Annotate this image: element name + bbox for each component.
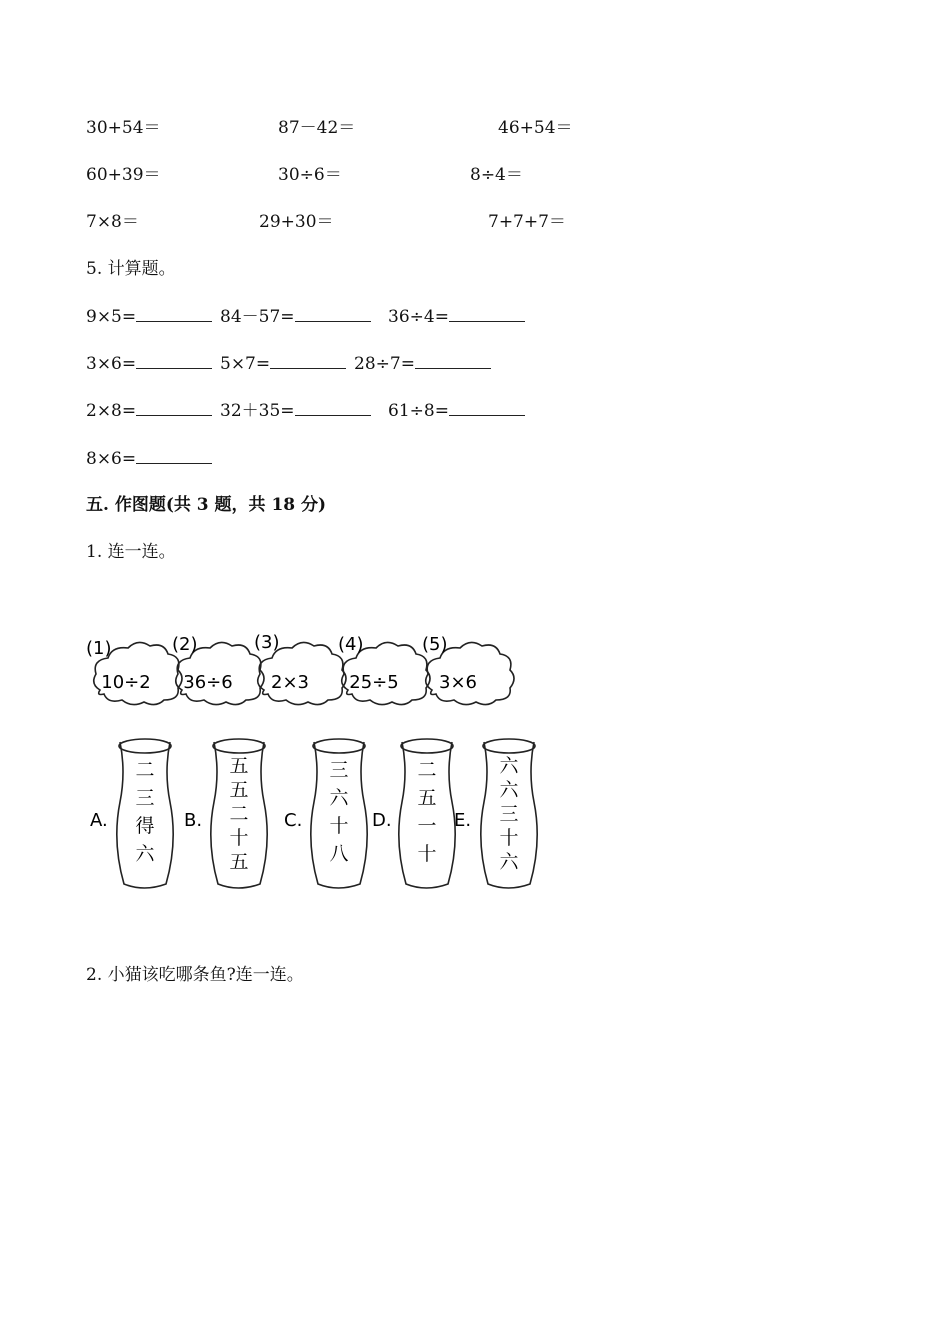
answer-blank[interactable] [136,447,212,464]
oral-item: 29+30＝ [259,212,334,232]
answer-blank[interactable] [449,305,525,322]
vase-char: 三 [135,787,155,809]
cloud-3 [254,632,346,705]
cloud-expression: 36÷6 [183,672,233,693]
cloud-number: (5) [422,634,448,655]
vase-rim [483,739,535,753]
vase-char: 六 [499,779,519,801]
cloud-4 [338,634,430,705]
vase-char: 十 [499,827,519,849]
cloud-2 [172,634,264,705]
answer-blank[interactable] [136,352,212,369]
vase-rim [119,739,171,753]
calc-item: 36÷4= [388,305,525,328]
oral-item: 60+39＝ [86,165,161,185]
cloud-expression: 10÷2 [101,672,151,693]
vase-rim [401,739,453,753]
oral-item: 7×8＝ [86,212,139,232]
calc-item: 5×7= [220,352,346,375]
vase-char: 三 [329,759,349,781]
question-2-title: 2. 小猫该吃哪条鱼?连一连。 [86,965,304,985]
cloud-number: (3) [254,632,280,653]
vase-C [284,739,367,888]
vase-char: 六 [329,787,349,809]
vase-char: 五 [229,851,249,873]
answer-blank[interactable] [136,399,212,416]
oral-item: 8÷4＝ [470,165,523,185]
vase-char: 十 [229,827,249,849]
cloud-expression: 2×3 [271,672,309,693]
vase-char: 二 [135,759,155,781]
vase-A [90,739,173,888]
vase-char: 得 [135,815,155,837]
calc-item: 8×6= [86,447,212,470]
question-1-title: 1. 连一连。 [86,542,176,562]
vase-letter: A. [90,810,108,831]
vase-B [184,739,267,888]
vase-E [454,739,537,888]
answer-blank[interactable] [136,305,212,322]
oral-item: 46+54＝ [498,118,573,138]
cloud-1 [86,638,182,705]
answer-blank[interactable] [415,352,491,369]
calc-item: 3×6= [86,352,212,375]
cloud-number: (2) [172,634,198,655]
vase-char: 六 [135,843,155,865]
vase-char: 二 [229,803,249,825]
cloud-number: (1) [86,638,112,659]
cloud-expression: 25÷5 [349,672,399,693]
vase-rim [313,739,365,753]
vase-letter: C. [284,810,303,831]
calc-item: 32＋35= [220,399,371,422]
vase-rim [213,739,265,753]
vase-char: 十 [417,843,437,865]
matching-figure [86,628,546,896]
vase-char: 五 [229,755,249,777]
answer-blank[interactable] [295,305,371,322]
section-title: 五. 作图题(共 3 题，共 18 分) [86,495,327,515]
vase-char: 六 [499,851,519,873]
vase-letter: E. [454,810,472,831]
answer-blank[interactable] [270,352,346,369]
answer-blank[interactable] [295,399,371,416]
vase-char: 八 [329,843,349,865]
oral-item: 87－42＝ [278,118,356,138]
calc-item: 28÷7= [354,352,491,375]
vase-char: 三 [499,803,519,825]
vase-char: 五 [229,779,249,801]
calc-item: 84－57= [220,305,371,328]
vase-char: 五 [417,787,437,809]
cloud-number: (4) [338,634,364,655]
vase-letter: B. [184,810,203,831]
oral-item: 7+7+7＝ [488,212,566,232]
calc-item: 61÷8= [388,399,525,422]
vase-char: 二 [417,759,437,781]
vase-D [372,739,455,888]
vase-char: 六 [499,755,519,777]
calc-item: 9×5= [86,305,212,328]
question-5-title: 5. 计算题。 [86,259,176,279]
cloud-expression: 3×6 [439,672,477,693]
vase-char: 十 [329,815,349,837]
calc-item: 2×8= [86,399,212,422]
vase-char: 一 [417,815,437,837]
answer-blank[interactable] [449,399,525,416]
oral-item: 30+54＝ [86,118,161,138]
cloud-5 [422,634,514,705]
vase-letter: D. [372,810,392,831]
oral-item: 30÷6＝ [278,165,342,185]
